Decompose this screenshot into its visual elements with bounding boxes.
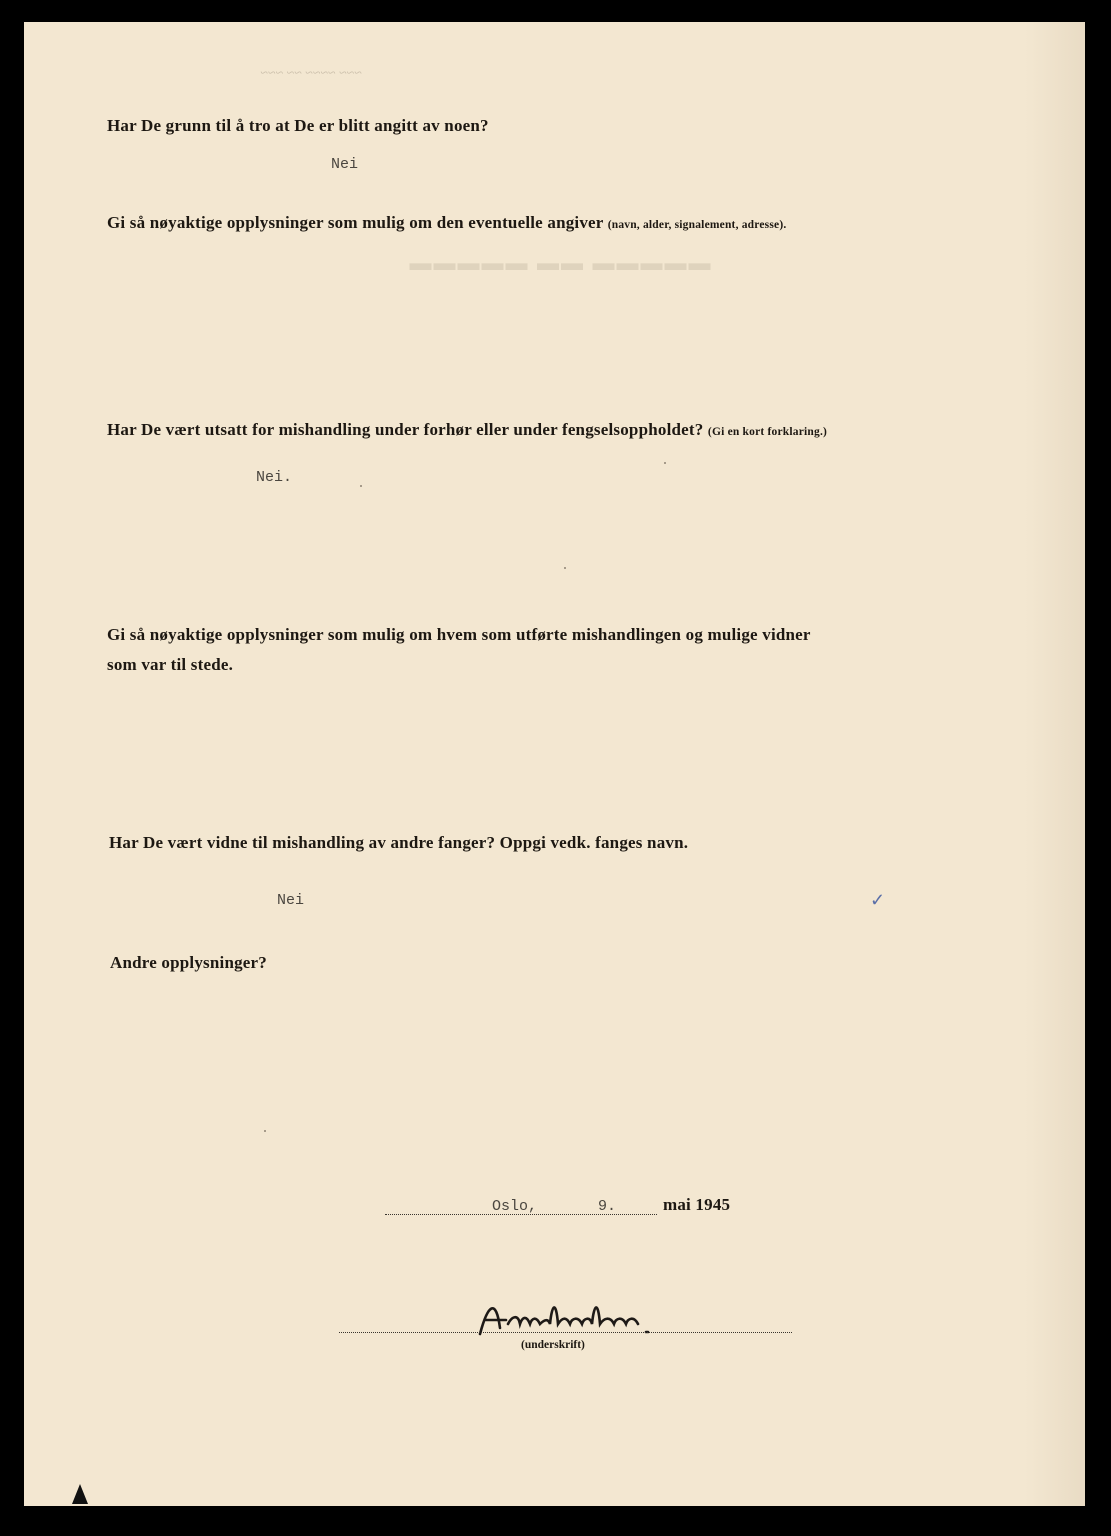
question-6: Andre opplysninger? [110,953,267,972]
question-2 [107,213,786,233]
answer-5: Nei [277,892,305,909]
check-mark-icon: ✓ [870,890,886,910]
page-edge-shading [1025,22,1085,1506]
question-5: Har De vært vidne til mishandling av andre fanger? Oppgi vedk. fanges navn. [109,833,689,852]
bleed-through-handwriting: ~~~ ~~~~ ~~ ~~~ [260,66,362,81]
signature-dotted-line [339,1332,792,1333]
handwritten-signature [474,1294,694,1342]
date-month-year: mai 1945 [663,1195,731,1214]
answer-1: Nei [331,156,359,173]
question-4-line-2: som var til stede. [107,655,234,674]
question-2-text: Gi så nøyaktige opplysninger som mulig om den eventuelle angiver [107,213,604,232]
answer-3: Nei. [256,469,293,486]
question-3-note: (Gi en kort forklaring.) [707,426,828,438]
date-day: 9. [598,1198,617,1215]
question-4-line-1: Gi så nøyaktige opplysninger som mulig om hvem som utførte mishandlingen og mulige vidner [107,625,811,644]
document-page [24,22,1085,1506]
paper-speck [264,1130,266,1132]
question-3 [107,420,827,440]
paper-speck [664,462,666,464]
question-1: Har De grunn til å tro at De er blitt angitt av noen? [107,116,489,135]
question-3-text: Har De vært utsatt for mishandling under forhør eller under fengselsoppholdet? [107,420,704,439]
signature-label: (underskrift) [521,1339,585,1351]
bleed-through-heading: ▬▬▬▬▬ ▬▬ ▬▬▬▬▬ [407,250,711,275]
corner-tab-marker [72,1484,88,1504]
date-place: Oslo, [492,1198,538,1215]
question-2-note: (navn, alder, signalement, adresse). [607,219,787,231]
paper-speck [564,567,566,569]
paper-speck [360,485,362,487]
